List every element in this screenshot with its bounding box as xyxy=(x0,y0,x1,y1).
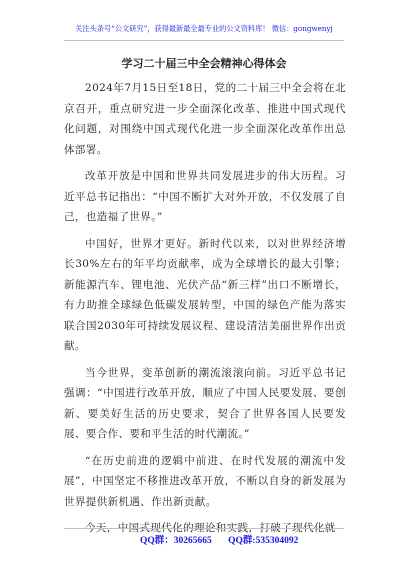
qq-group-1: QQ群：30265665 xyxy=(140,536,212,546)
header-rule xyxy=(64,40,344,41)
paragraph: 改革开放是中国和世界共同发展进步的伟大历程。习近平总书记指出：“中国不断扩大对外开放，不仅发展了自己，也造福了世界。” xyxy=(64,170,346,223)
document-body xyxy=(64,78,346,545)
paragraph: 中国好，世界才更好。新时代以来，以对世界经济增长30%左右的年平均贡献率，成为全球增长的最大引擎；新能源汽车、锂电池、光伏产品“新三样”出口不断增长，有力助推全球绿色低碳发展转型，中国的绿色产能为落实联合国2030年可持续发展议程、建设清洁美丽世界作出贡献。 xyxy=(64,237,346,352)
paragraph: 今天，中国式现代化的理论和实践，打破了现代化就 xyxy=(85,522,336,534)
footer-contacts xyxy=(140,535,340,547)
document-title: 学习二十届三中全会精神心得体会 xyxy=(121,57,287,70)
paragraph: “在历史前进的逻辑中前进、在时代发展的潮流中发展”，中国坚定不移推进改革开放，不断以自身的新发展为世界提供新机遇、作出新贡献。 xyxy=(64,454,346,508)
paragraph: 2024年7月15日至18日，党的二十届三中全会将在北京召开，重点研究进一步全面深化改革、推进中国式现代化问题，对围绕中国式现代化进一步全面深化改革作出总体部署。 xyxy=(64,82,346,156)
qq-group-2: QQ群:535304092 xyxy=(228,536,299,546)
paragraph: 当今世界，变革创新的潮流滚滚向前。习近平总书记强调：“中国进行改革开放，顺应了中国人民要发展、要创新、要美好生活的历史要求，契合了世界各国人民要发展、要合作、要和平生活的时代潮流。” xyxy=(64,366,346,440)
footer-rule xyxy=(64,528,344,529)
header-banner: 关注头条号“公文研究”，获得最新最全最专业的公文资料库！ 微信：gongwenyj xyxy=(75,24,333,33)
